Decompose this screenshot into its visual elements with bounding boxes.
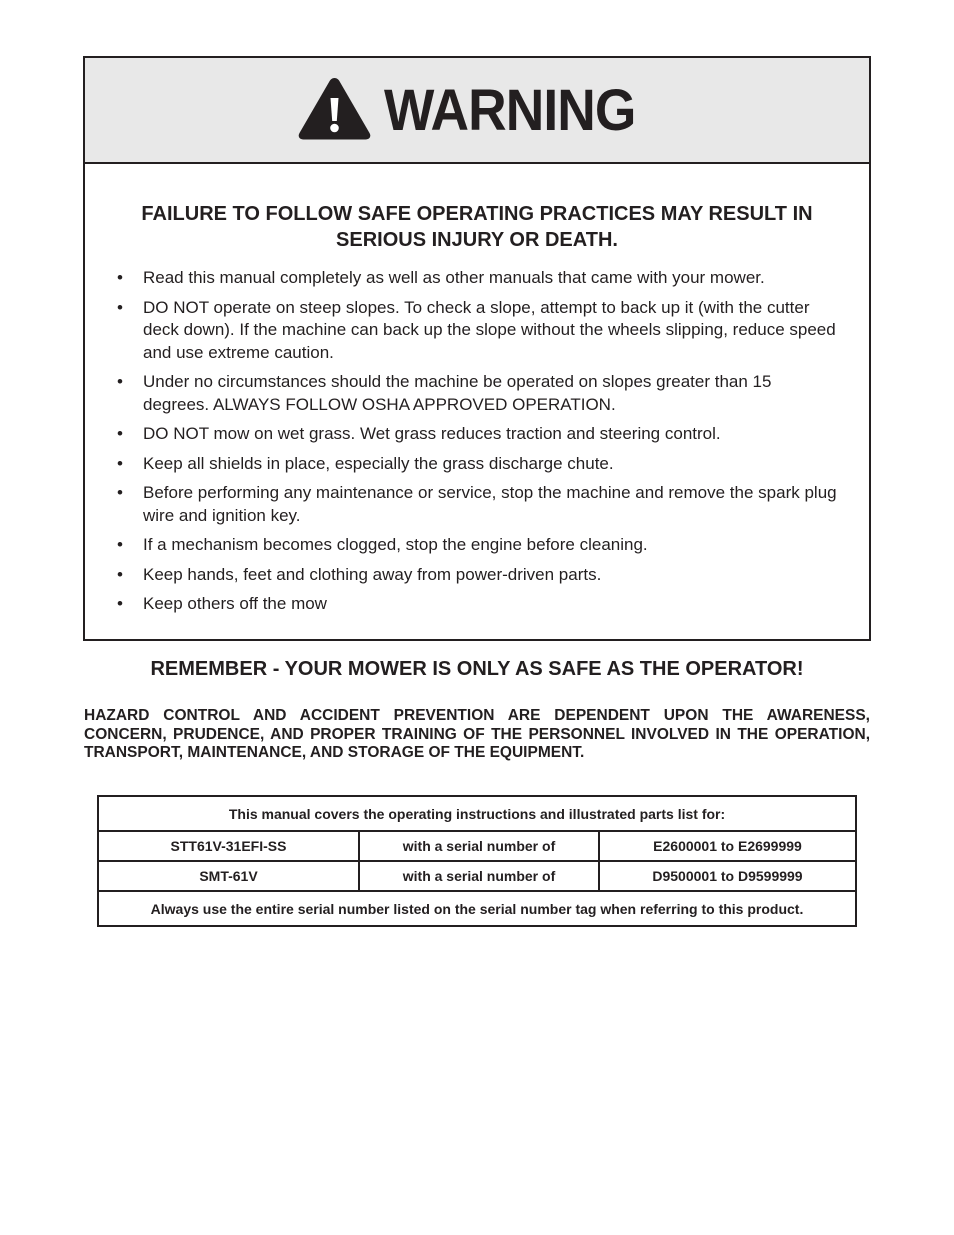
table-header-row (98, 796, 856, 831)
serial-label-cell: with a serial number of (359, 861, 599, 891)
model-cell: STT61V-31EFI-SS (98, 831, 359, 861)
warning-box (83, 56, 871, 641)
list-item: • Before performing any maintenance or service, stop the machine and remove the spark plug wire and ignition key. (117, 483, 837, 525)
table-footer-row (98, 891, 856, 926)
model-cell: SMT-61V (98, 861, 359, 891)
table-footer-cell: Always use the entire serial number listed on the serial number tag when referring to this product. (98, 891, 856, 926)
list-item: • Under no circumstances should the machine be operated on slopes greater than 15 degrees. ALWAYS FOLLOW OSHA APPROVED OPERATION. (117, 372, 772, 414)
warning-body (85, 201, 869, 616)
list-item: • If a mechanism becomes clogged, stop the engine before cleaning. (117, 535, 648, 554)
list-item: • Keep hands, feet and clothing away from power-driven parts. (117, 564, 602, 584)
list-item: • Read this manual completely as well as other manuals that came with your mower. (117, 268, 765, 287)
warning-header (85, 58, 869, 164)
warning-triangle-icon (297, 76, 372, 141)
table-header-cell: This manual covers the operating instructions and illustrated parts list for: (98, 796, 856, 831)
serial-number-table (97, 795, 857, 927)
list-item: • Keep all shields in place, especially the grass discharge chute. (117, 453, 614, 473)
serial-range-cell: D9500001 to D9599999 (599, 861, 856, 891)
serial-range-cell: E2600001 to E2699999 (599, 831, 856, 861)
remember-statement: REMEMBER - YOUR MOWER IS ONLY AS SAFE AS THE OPERATOR! (150, 658, 804, 680)
list-item: • DO NOT mow on wet grass. Wet grass reduces traction and steering control. (117, 424, 721, 443)
serial-label-cell: with a serial number of (359, 831, 599, 861)
table-row (98, 831, 856, 861)
list-item: • Keep others off the mow (117, 594, 327, 613)
warning-heading: FAILURE TO FOLLOW SAFE OPERATING PRACTICES MAY RESULT IN SERIOUS INJURY OR DEATH. (141, 203, 813, 251)
list-item: • DO NOT operate on steep slopes. To check a slope, attempt to back up it (with the cutter deck down). If the machine can back up the slope without the wheels slipping, reduce speed and use extreme caution. (117, 297, 836, 362)
warning-title: WARNING (383, 77, 636, 143)
hazard-paragraph: HAZARD CONTROL AND ACCIDENT PREVENTION ARE DEPENDENT UPON THE AWARENESS, CONCERN, PRUDENCE, AND PROPER TRAINING OF THE PERSONNEL INVOLVED IN THE OPERATION, TRANSPORT, MAINTENANCE, AND STORAGE OF THE EQUIPMENT. (84, 707, 870, 761)
table-row (98, 861, 856, 891)
safety-bullet-list (117, 267, 837, 616)
